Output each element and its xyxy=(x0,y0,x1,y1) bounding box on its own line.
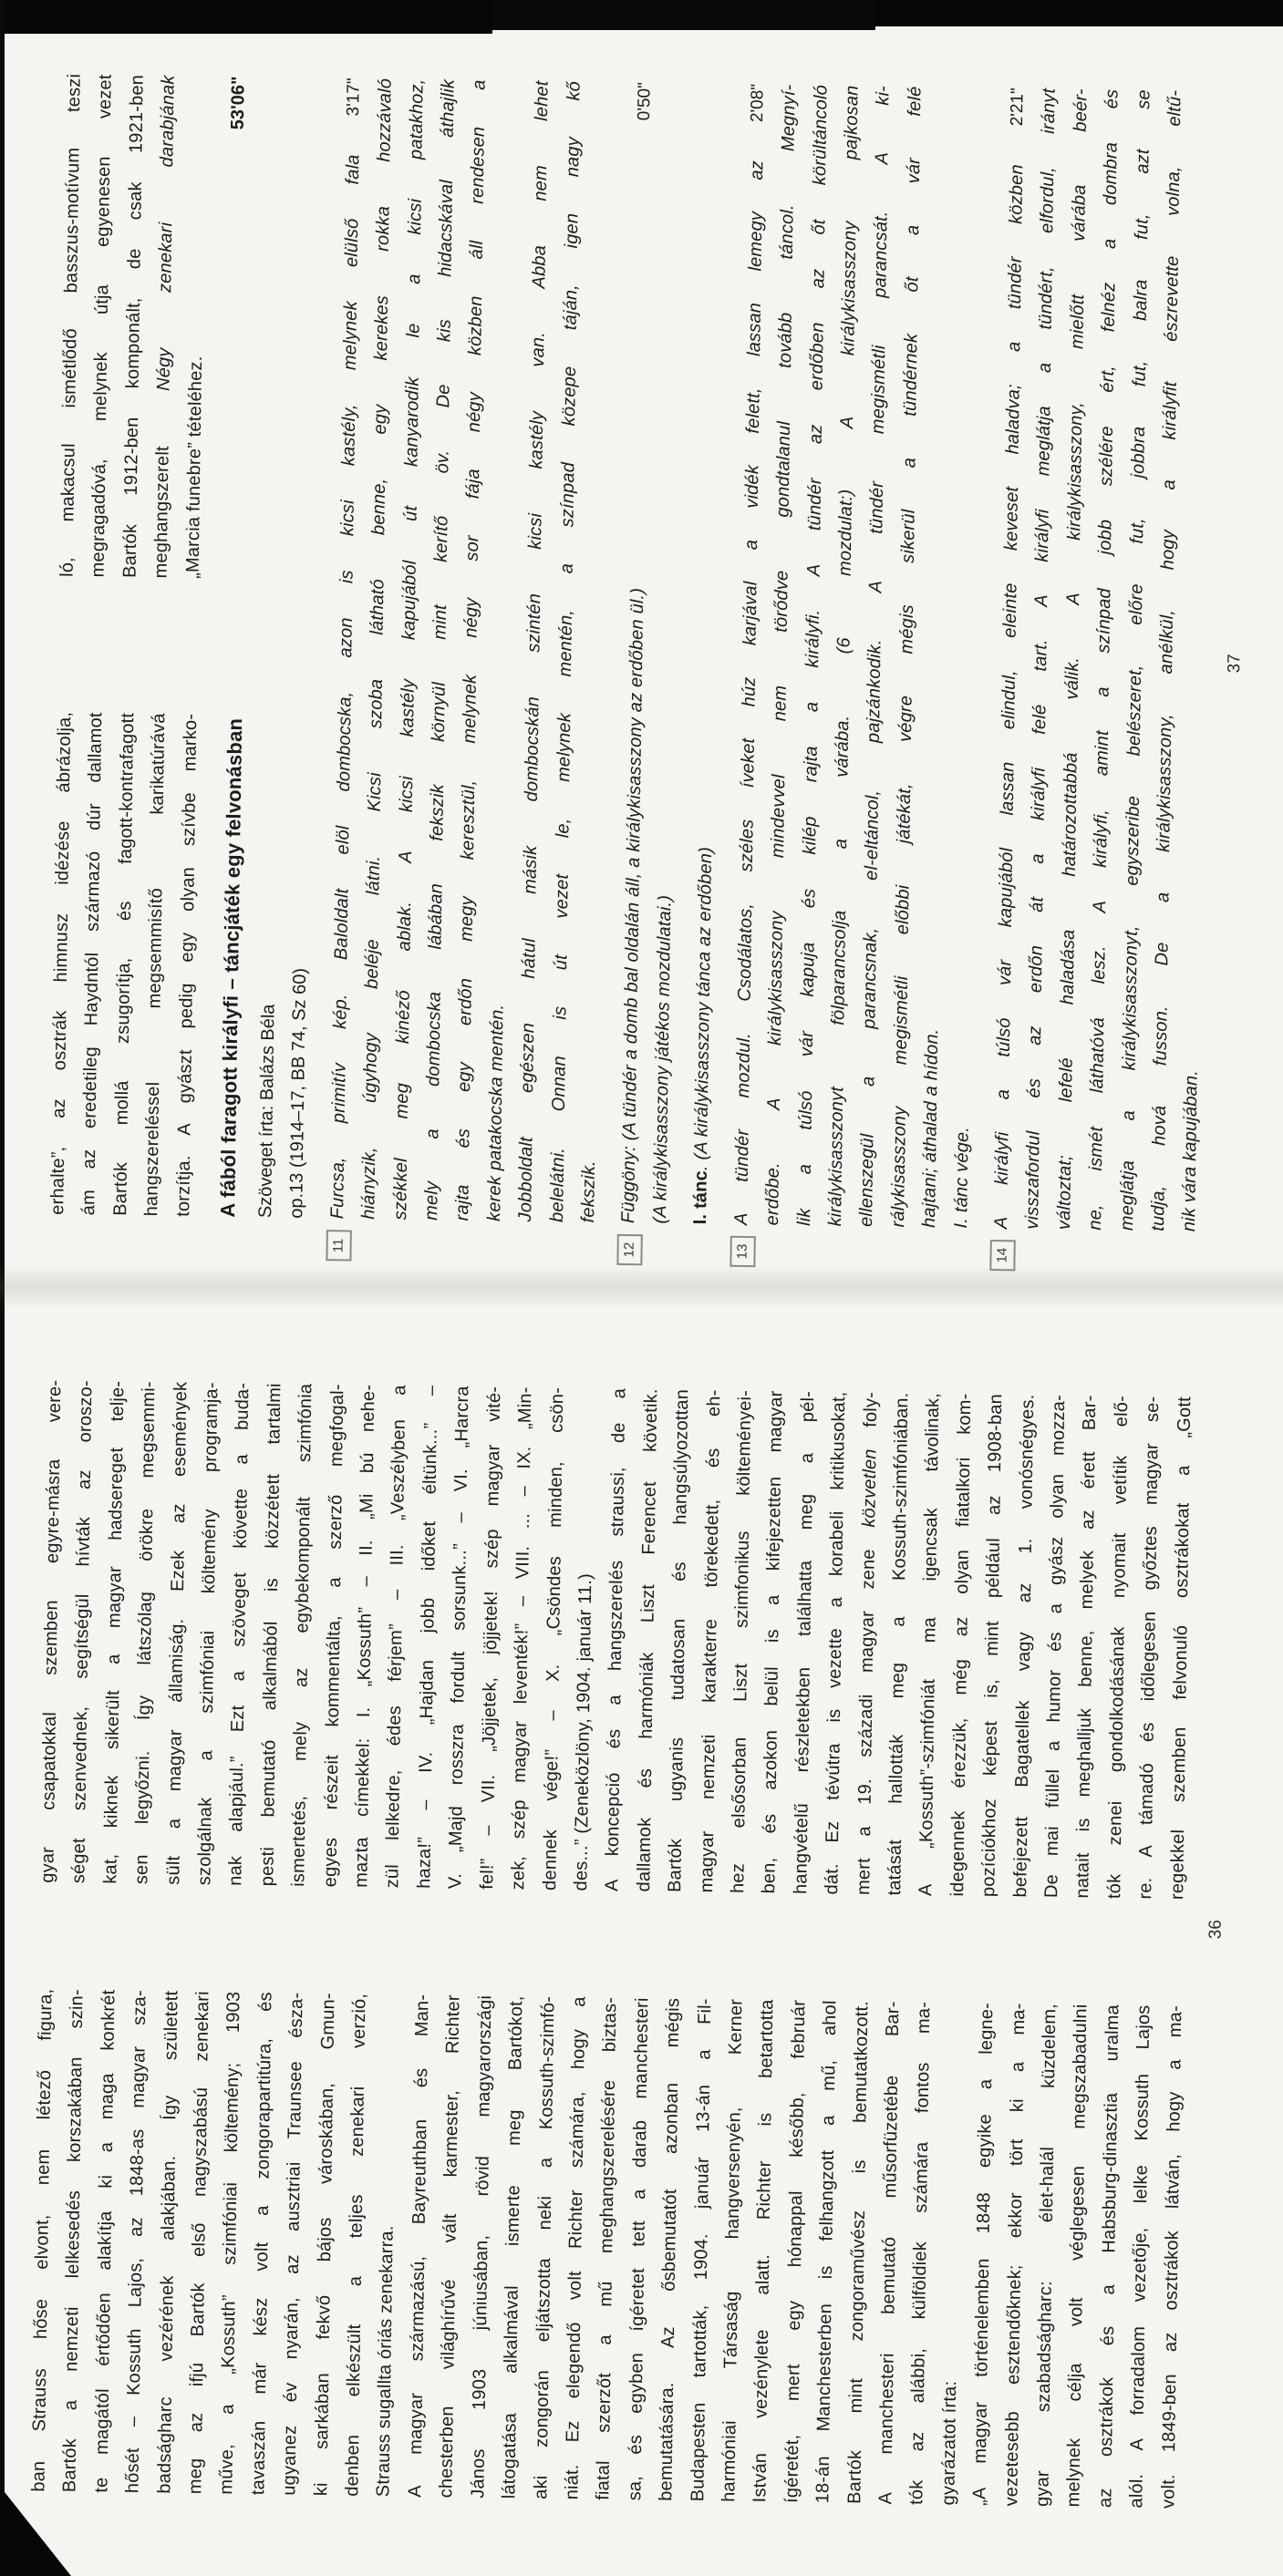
text-line: idegennek érezzük, még az olyan fiatalkori kom- xyxy=(947,1393,976,1897)
text-line: „Marcia funebre” tételéhez. xyxy=(182,355,206,580)
text-line: pesti bemutató alkalmából is közzétett tartalmi xyxy=(257,1383,285,1887)
text-line: erhalte”, az osztrák himnusz idézése ábrázolja, xyxy=(47,711,76,1215)
track-block xyxy=(726,83,994,1260)
text-line: magyar nemzeti karakterre törekedett, és eh- xyxy=(696,1389,724,1893)
text-line: A manchesteri bemutató műsorfüzetébe Bar- xyxy=(875,2001,904,2505)
text-line: Budapesten tartották, 1904. január 13-án a Fil- xyxy=(687,1998,715,2502)
opus-line: op.13 (1914–17, BB 74, Sz 60) xyxy=(286,967,311,1219)
text-line: belelátni. Onnan is út vezet le, melynek mentén, a színpad közepe táján, igen nagy kő xyxy=(546,80,585,1223)
page-36 xyxy=(0,1285,1283,2576)
text-line: Bartók ugyanis tudatosan és hangsúlyozottan xyxy=(665,1388,693,1893)
text-line: gyarázatot írta: xyxy=(938,2380,961,2506)
work-title: A fából faragott királyfi – táncjáték egy felvonásban xyxy=(216,717,247,1218)
text-line: Függöny: (A tündér a domb bal oldalán áll, a királykisasszony az erdőben ül.) xyxy=(618,587,648,1224)
text-line: megragadóvá, melynek útja egyenesen vezet xyxy=(88,74,117,578)
text-line: des...” (Zeneközlöny, 1904. január 11.) xyxy=(571,1572,596,1891)
text-line: Furcsa, primitív kép. Baloldalt elöl dombocska, azon is kicsi kastély, melynek elülső fala xyxy=(326,154,364,1220)
track-duration: 0'50" xyxy=(635,82,656,121)
text-line: tavaszán már kész volt a zongorapartitúra, és xyxy=(248,1992,276,2496)
scan-border-top-left xyxy=(0,0,492,34)
text-line: A koncepció és a hangszerelés straussi, de a xyxy=(602,1387,630,1892)
text-line: Bartók mollá zsugorítja, és fagott-kontrafagott xyxy=(109,712,139,1216)
text-line: egyes részeit kommentálta, a szerző megfogal- xyxy=(319,1384,348,1888)
text-line: V. „Majd rosszra fordult sorsunk...” – VI. „Harcra xyxy=(445,1386,473,1890)
text-line: szolgálnak a szimfóniai költemény programja- xyxy=(194,1382,222,1886)
text-line: sült a magyar államiság. Ezek az események xyxy=(162,1381,191,1885)
text-line: ellenszegül a parancsnak, el-eltáncol, pajzánkodik. A tündér megismétli parancsát. A ki- xyxy=(856,85,894,1228)
text-line: látogatása alkalmával ismerte meg Bartókot, xyxy=(499,1995,527,2499)
text-line: pozíciókhoz képest is, mint például az 1908-ban xyxy=(978,1393,1007,1898)
text-line: „A magyar történelemben 1848 egyike a legne- xyxy=(969,2002,998,2507)
text-line: denben elkészült a teljes zenekari verzió, xyxy=(342,1993,370,2497)
page36-right-column xyxy=(32,1380,1200,1901)
text-line: Jobboldalt egészen hátul másik dombocskán szintén kicsi kastély van. Abba nem lehet xyxy=(515,80,553,1222)
text-line: fiatal szerzőt a mű meghangszerelésére biztas- xyxy=(593,1996,621,2500)
page37-intro-left-column xyxy=(42,712,206,1217)
text-line: fekszik. xyxy=(578,1159,600,1223)
text-line: gyar csapatokkal szemben egyre-másra vere- xyxy=(37,1379,66,1883)
page-number-37: 37 xyxy=(1225,654,1245,674)
text-line: Bartók a nemzeti lelkesedés korszakában szin- xyxy=(59,1989,88,2493)
track-number-box: 13 xyxy=(729,1236,756,1267)
text-line: rálykisasszony megismétli előbbi játékát, végre mégis sikerül a tündérnek őt a vár felé xyxy=(887,86,926,1228)
text-line: sen legyőzni. Így látszólag örökre megsemmi- xyxy=(131,1381,160,1885)
text-line: ban Strauss hőse elvont, nem létező figura, xyxy=(28,1988,57,2492)
text-line: séget szenvednek, segítségül hívták az oroszo- xyxy=(68,1380,97,1884)
text-line: natait is meghalljuk benne, melyek az érett Bar- xyxy=(1072,1395,1101,1899)
text-line: alól. A forradalom vezetője, lelke Kossuth Lajos xyxy=(1126,2004,1154,2509)
track-block xyxy=(322,77,621,1253)
text-line: ki sarkában fekvő bájos városkában, Gmun- xyxy=(310,1993,339,2497)
text-line: nak alapjául.” Ezt a szöveget követte a buda- xyxy=(225,1382,253,1886)
text-line: dennek vége!” – X. „Csöndes minden, csön- xyxy=(539,1386,567,1891)
text-line: meghangszerelt Négy zenekari darabjának xyxy=(150,75,179,579)
text-line: meg az ifjú Bartók első nagyszabású zenekari xyxy=(185,1991,213,2495)
text-line: tók az alábbi, külföldiek számára fontos ma- xyxy=(906,2001,935,2506)
scan-border-top-mid xyxy=(492,0,875,30)
text-line: rajta és egy erdőn megy keresztül, melynek négy sor fája négy közben áll rendesen a xyxy=(452,79,491,1221)
text-line: (A királykisasszony játékos mozdulatai.) xyxy=(649,894,676,1224)
text-line: melynek célja volt véglegesen megszabadulni xyxy=(1063,2004,1092,2508)
track-duration: 2'21" xyxy=(1007,88,1028,127)
text-line: változtat; lefelé haladása határozottabbá válik. A királykisasszony, mielőtt várába beér- xyxy=(1053,88,1092,1231)
text-line: István vezénylete alatt. Richter is betartotta xyxy=(750,1999,778,2503)
text-line: sa, és egyben ígéretet tett a darab manchesteri xyxy=(624,1997,653,2501)
text-line: ismertetés, mely az egybekomponált szimfónia xyxy=(288,1383,316,1887)
text-line: tók zenei gondolkodásának nyomait vetítik elő- xyxy=(1103,1395,1133,1900)
text-line: királykisasszonyt fölparancsolja a várába. (6 mozdulat:) A királykisasszony pajkosan xyxy=(824,85,863,1227)
total-duration: 53'06" xyxy=(227,76,249,130)
page-37 xyxy=(19,0,1283,1304)
text-line: I. tánc. (A királykisasszony tánca az erdőben) xyxy=(690,846,717,1225)
text-line: mert a 19. századi magyar zene közvetlen foly- xyxy=(853,1391,881,1896)
text-line: A tündér mozdul. Csodálatos, széles íveket húz karjával a vidék felett, lassan lemegy az xyxy=(730,160,768,1226)
track-number-box: 12 xyxy=(617,1234,644,1265)
text-line: lik a túlsó vár kapuja és kilép rajta a királyfi. A tündér az erdőben az őt körültáncoló xyxy=(793,84,832,1227)
text-line: hangvételű részletekben találhatta meg a pél- xyxy=(790,1390,819,1895)
text-line: hez elsősorban Liszt szimfonikus költeményei- xyxy=(728,1389,756,1894)
track-number-box: 14 xyxy=(989,1240,1016,1271)
track-block xyxy=(685,83,733,1224)
page-gutter-shadow xyxy=(0,1265,1283,1309)
text-line: vezetesebb esztendőknek; ekkor tört ki a ma- xyxy=(1000,2003,1029,2507)
text-line: torzítja. A gyászt pedig egy olyan szívbe marko- xyxy=(172,713,201,1217)
text-line: I. tánc vége. xyxy=(950,1126,973,1229)
track-number-box: 11 xyxy=(326,1230,352,1261)
text-line: tudja, hová fusson. De a királykisasszony, anélkül, hogy a királyfit észrevette volna, eltű- xyxy=(1147,89,1185,1231)
text-line: hangszereléssel megsemmisítő karikatúrává xyxy=(141,713,170,1217)
text-line: dát. Ez tévútra is vezette a korabeli kritikusokat, xyxy=(822,1391,850,1895)
page36-left-column xyxy=(23,1988,1191,2509)
text-line: regekkel szemben felvonuló osztrákokat a „Gott xyxy=(1166,1396,1195,1901)
text-line: 18-án Manchesterben is felhangzott a mű, ahol xyxy=(812,2000,841,2504)
page-number-36: 36 xyxy=(1205,1919,1226,1940)
text-line: hajtani; áthalad a hídon. xyxy=(919,1028,943,1229)
text-line: aki zongorán eljátszotta neki a Kossuth-szimfó- xyxy=(530,1995,558,2499)
text-line: meglátja a királykisasszonyt, egyszeribe belészeret, előre fut, jobbra fut, balra fut, azt se xyxy=(1116,89,1154,1231)
text-line: mazta címekkel: I. „Kossuth” – II. „Mi bú nehe- xyxy=(351,1384,379,1888)
text-line: hiányzik, úgyhogy beléje látni. Kicsi szoba látható benne, egy kerekes rokka hozzávaló xyxy=(358,77,396,1220)
text-line: befejezett Bagatellek vagy az 1. vonósnégyes. xyxy=(1009,1394,1038,1898)
libretto-credit: Szöveget írta: Balázs Béla xyxy=(255,1004,279,1219)
text-line: ám az eredetileg Haydntól származó dúr dallamot xyxy=(78,712,107,1216)
text-line: zül lelkedre, édes férjem” – III. „Veszélyben a xyxy=(382,1385,410,1889)
text-line: kerek patakocska mentén. xyxy=(483,1004,508,1222)
text-line: mely a dombocska lábában fekszik környül mint kerítő öv. De kis hidacskával áthajlik xyxy=(421,78,459,1221)
text-line: műve, a „Kossuth” szimfóniai költemény; 1903 xyxy=(216,1991,244,2495)
text-line: visszafordul és az erdőn át a királyfi felé tart. A királyfi meglátja a tündért, elfordul, irányt xyxy=(1022,88,1060,1230)
text-line: bemutatására. Az ősbemutatót azonban mégis xyxy=(656,1997,684,2501)
page37-intro-right-column xyxy=(52,74,216,579)
text-line: fel!” – VII. „Jöjjetek, jöjjetek! szép magyar vité- xyxy=(476,1386,505,1891)
text-line: kat, kiknek sikerült a magyar hadsereget telje- xyxy=(100,1380,129,1884)
text-line: ben, és azokon belül is a kifejezetten magyar xyxy=(759,1390,787,1894)
text-line: harmóniai Társaság hangversenyén, Kerner xyxy=(719,1998,747,2503)
text-line: az osztrákok és a Habsburg-dinasztia uralma xyxy=(1095,2004,1123,2509)
text-line: zek, szép magyar leventék!” – VIII. ... – IX. „Min- xyxy=(508,1386,536,1891)
text-line: dallamok és harmóniák Liszt Ferencet követik. xyxy=(633,1388,662,1892)
text-line: János 1903 júniusában, rövid magyarországi xyxy=(467,1994,496,2499)
track-duration: 3'17" xyxy=(343,77,364,117)
text-line: badságharc vezérének alakjában. Így született xyxy=(153,1990,182,2494)
text-line: ne, ismét láthatóvá lesz. A királyfi, amint a színpad jobb szélére ért, felnéz a dombra és xyxy=(1085,88,1123,1231)
text-line: székkel meg kinéző ablak. A kicsi kastély kapujából út kanyarodik le a kicsi patakhoz, xyxy=(389,78,428,1221)
text-line: hősét – Kossuth Lajos, az 1848-as magyar sza- xyxy=(122,1990,150,2494)
text-line: haza!” – IV. „Hajdan jobb időket éltünk...” – xyxy=(414,1385,442,1889)
text-line: ugyanez év nyarán, az ausztriai Traunsee észa- xyxy=(279,1992,307,2496)
text-line: re. A támadó és időlegesen győztes magyar se- xyxy=(1135,1396,1164,1900)
text-line: A magyar származású, Bayreuthban és Man- xyxy=(405,1994,433,2498)
text-line: Strauss sugallta óriás zenekarra. xyxy=(373,2225,398,2498)
text-line: volt. 1849-ben az osztrákok látván, hogy a ma- xyxy=(1157,2004,1186,2509)
text-line: te magától értődően alakítja ki a maga konkrét xyxy=(91,1989,119,2493)
text-line: tatását hallották meg a Kossuth-szimfóniában. xyxy=(885,1392,913,1896)
text-line: niát. Ez elegendő volt Richter számára, hogy a xyxy=(562,1996,590,2500)
scenario-blocks xyxy=(322,77,1222,1263)
text-line: Bartók mint zongoraművész is bemutatkozott. xyxy=(843,2000,872,2505)
track-block xyxy=(614,82,693,1258)
text-line: De mai füllel a humor és a gyász olyan mozza- xyxy=(1041,1394,1070,1899)
text-line: ígéretét, mert egy hónappal később, február xyxy=(781,1999,810,2504)
text-line: Bartók 1912-ben komponált, de csak 1921-ben xyxy=(119,74,148,579)
text-line: chesterben világhírűvé vált karmester, Richter xyxy=(436,1994,464,2499)
text-line: ló, makacsul ismétlődő basszus-motívum teszi xyxy=(57,73,85,578)
track-block xyxy=(986,88,1222,1263)
text-line: A királyfi a túlsó vár kapujából lassan elindul, eleinte keveset haladva; a tündér közben xyxy=(990,164,1028,1230)
text-line: erdőbe. A királykisasszony mindevvel nem törődve gondtalanul tovább táncol. Megnyí- xyxy=(762,84,800,1226)
text-line: nik vára kapujában. xyxy=(1179,1069,1202,1232)
text-line: gyar szabadságharc: élet-halál küzdelem, xyxy=(1032,2003,1061,2508)
work-section xyxy=(199,76,1222,1263)
track-duration: 2'08" xyxy=(747,83,768,123)
text-line: A „Kossuth”-szimfóniát ma igencsak távolinak, xyxy=(916,1392,944,1897)
